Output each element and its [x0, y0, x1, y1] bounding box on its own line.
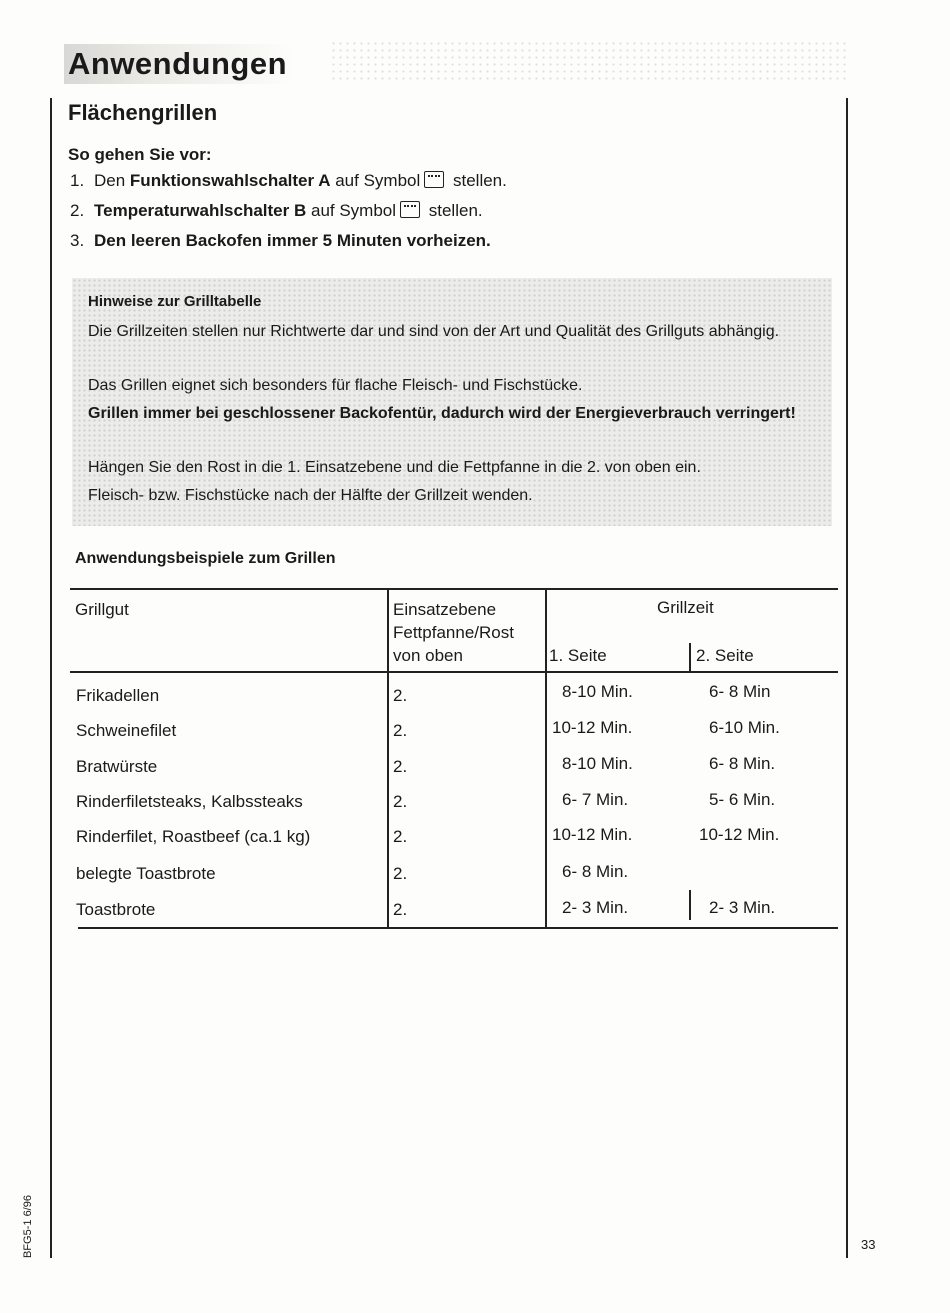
- page-title: Anwendungen: [64, 44, 295, 84]
- table-bottom-rule: [78, 927, 838, 929]
- column-divider-3-header: [689, 643, 691, 673]
- column-divider-2: [545, 588, 547, 928]
- table-row-side1: 6- 8 Min.: [562, 862, 629, 881]
- table-row-side1: 8-10 Min.: [562, 754, 633, 773]
- table-row-level: 2.: [393, 757, 408, 776]
- table-row-level: 2.: [393, 864, 408, 883]
- table-row-item: Toastbrote: [76, 900, 156, 919]
- steps-heading: So gehen Sie vor:: [68, 145, 212, 164]
- column-divider-3-last: [689, 890, 691, 920]
- table-top-rule: [70, 588, 838, 590]
- table-row-level: 2.: [393, 792, 408, 811]
- step-text: Den: [94, 171, 130, 190]
- table-row-item: Rinderfilet, Roastbeef (ca.1 kg): [76, 827, 311, 846]
- left-margin-rule: [50, 98, 52, 1258]
- table-row-side2: 5- 6 Min.: [709, 790, 776, 809]
- grill-symbol-icon: [424, 171, 444, 188]
- step-text: auf Symbol: [306, 201, 397, 220]
- notes-heading: Hinweise zur Grilltabelle: [88, 293, 262, 310]
- table-row-level: 2.: [393, 900, 408, 919]
- note-line-5: Fleisch- bzw. Fischstücke nach der Hälfte der Grillzeit wenden.: [88, 487, 533, 504]
- table-row-side2: 2- 3 Min.: [709, 898, 776, 917]
- table-row-level: 2.: [393, 721, 408, 740]
- table-row-side2: 6- 8 Min: [709, 682, 771, 701]
- document-code: BFG5-1 6/96: [22, 1195, 34, 1258]
- table-row-side2: 6- 8 Min.: [709, 754, 776, 773]
- table-row-side2: 6-10 Min.: [709, 718, 780, 737]
- table-row-item: Frikadellen: [76, 686, 160, 705]
- step-2: [70, 201, 483, 221]
- step-bold-text: Funktionswahlschalter A: [129, 171, 331, 190]
- header-grillgut: Grillgut: [75, 600, 129, 619]
- table-header-rule: [70, 671, 838, 673]
- step-bold-text: Temperaturwahlschalter B: [94, 201, 307, 220]
- step-number: 1.: [70, 171, 85, 190]
- table-row-side1: 10-12 Min.: [552, 825, 633, 844]
- header-seite-2: 2. Seite: [696, 646, 754, 665]
- note-line-2: Das Grillen eignet sich besonders für flache Fleisch- und Fischstücke.: [88, 377, 583, 394]
- table-title: Anwendungsbeispiele zum Grillen: [75, 550, 336, 567]
- table-row-level: 2.: [393, 827, 408, 846]
- step-bold-text: Den leeren Backofen immer 5 Minuten vorheizen.: [94, 231, 491, 250]
- header-einsatzebene: Einsatzebene Fettpfanne/Rost von oben: [393, 600, 514, 665]
- note-line-4: Hängen Sie den Rost in die 1. Einsatzebene und die Fettpfanne in die 2. von oben ein.: [88, 459, 701, 476]
- note-line-1: Die Grillzeiten stellen nur Richtwerte dar und sind von der Art und Qualität des Grillguts abhängig.: [88, 323, 780, 340]
- step-1: [70, 171, 507, 191]
- table-row-level: 2.: [393, 686, 408, 705]
- step-3: [70, 231, 491, 251]
- step-number: 3.: [70, 231, 85, 250]
- step-text: auf Symbol: [330, 171, 421, 190]
- table-row-item: Schweinefilet: [76, 721, 177, 740]
- table-row-side1: 8-10 Min.: [562, 682, 633, 701]
- table-row-side1: 10-12 Min.: [552, 718, 633, 737]
- table-row-item: Bratwürste: [76, 757, 158, 776]
- table-row-side1: 2- 3 Min.: [562, 898, 629, 917]
- column-divider-1: [387, 588, 389, 928]
- right-margin-rule: [846, 98, 848, 1258]
- table-row-item: belegte Toastbrote: [76, 864, 216, 883]
- page-number: 33: [861, 1237, 876, 1252]
- section-title: Flächengrillen: [68, 100, 218, 125]
- table-row-side1: 6- 7 Min.: [562, 790, 629, 809]
- title-dot-pattern: [330, 40, 850, 82]
- header-seite-1: 1. Seite: [549, 646, 607, 665]
- step-text: stellen.: [424, 201, 483, 220]
- step-text: stellen.: [448, 171, 507, 190]
- grill-symbol-icon: [400, 201, 420, 218]
- table-row-item: Rinderfiletsteaks, Kalbssteaks: [76, 792, 303, 811]
- table-row-side2: 10-12 Min.: [699, 825, 780, 844]
- header-grillzeit: Grillzeit: [657, 598, 714, 617]
- note-line-3: Grillen immer bei geschlossener Backofentür, dadurch wird der Energieverbrauch verringert!: [88, 405, 796, 422]
- step-number: 2.: [70, 201, 85, 220]
